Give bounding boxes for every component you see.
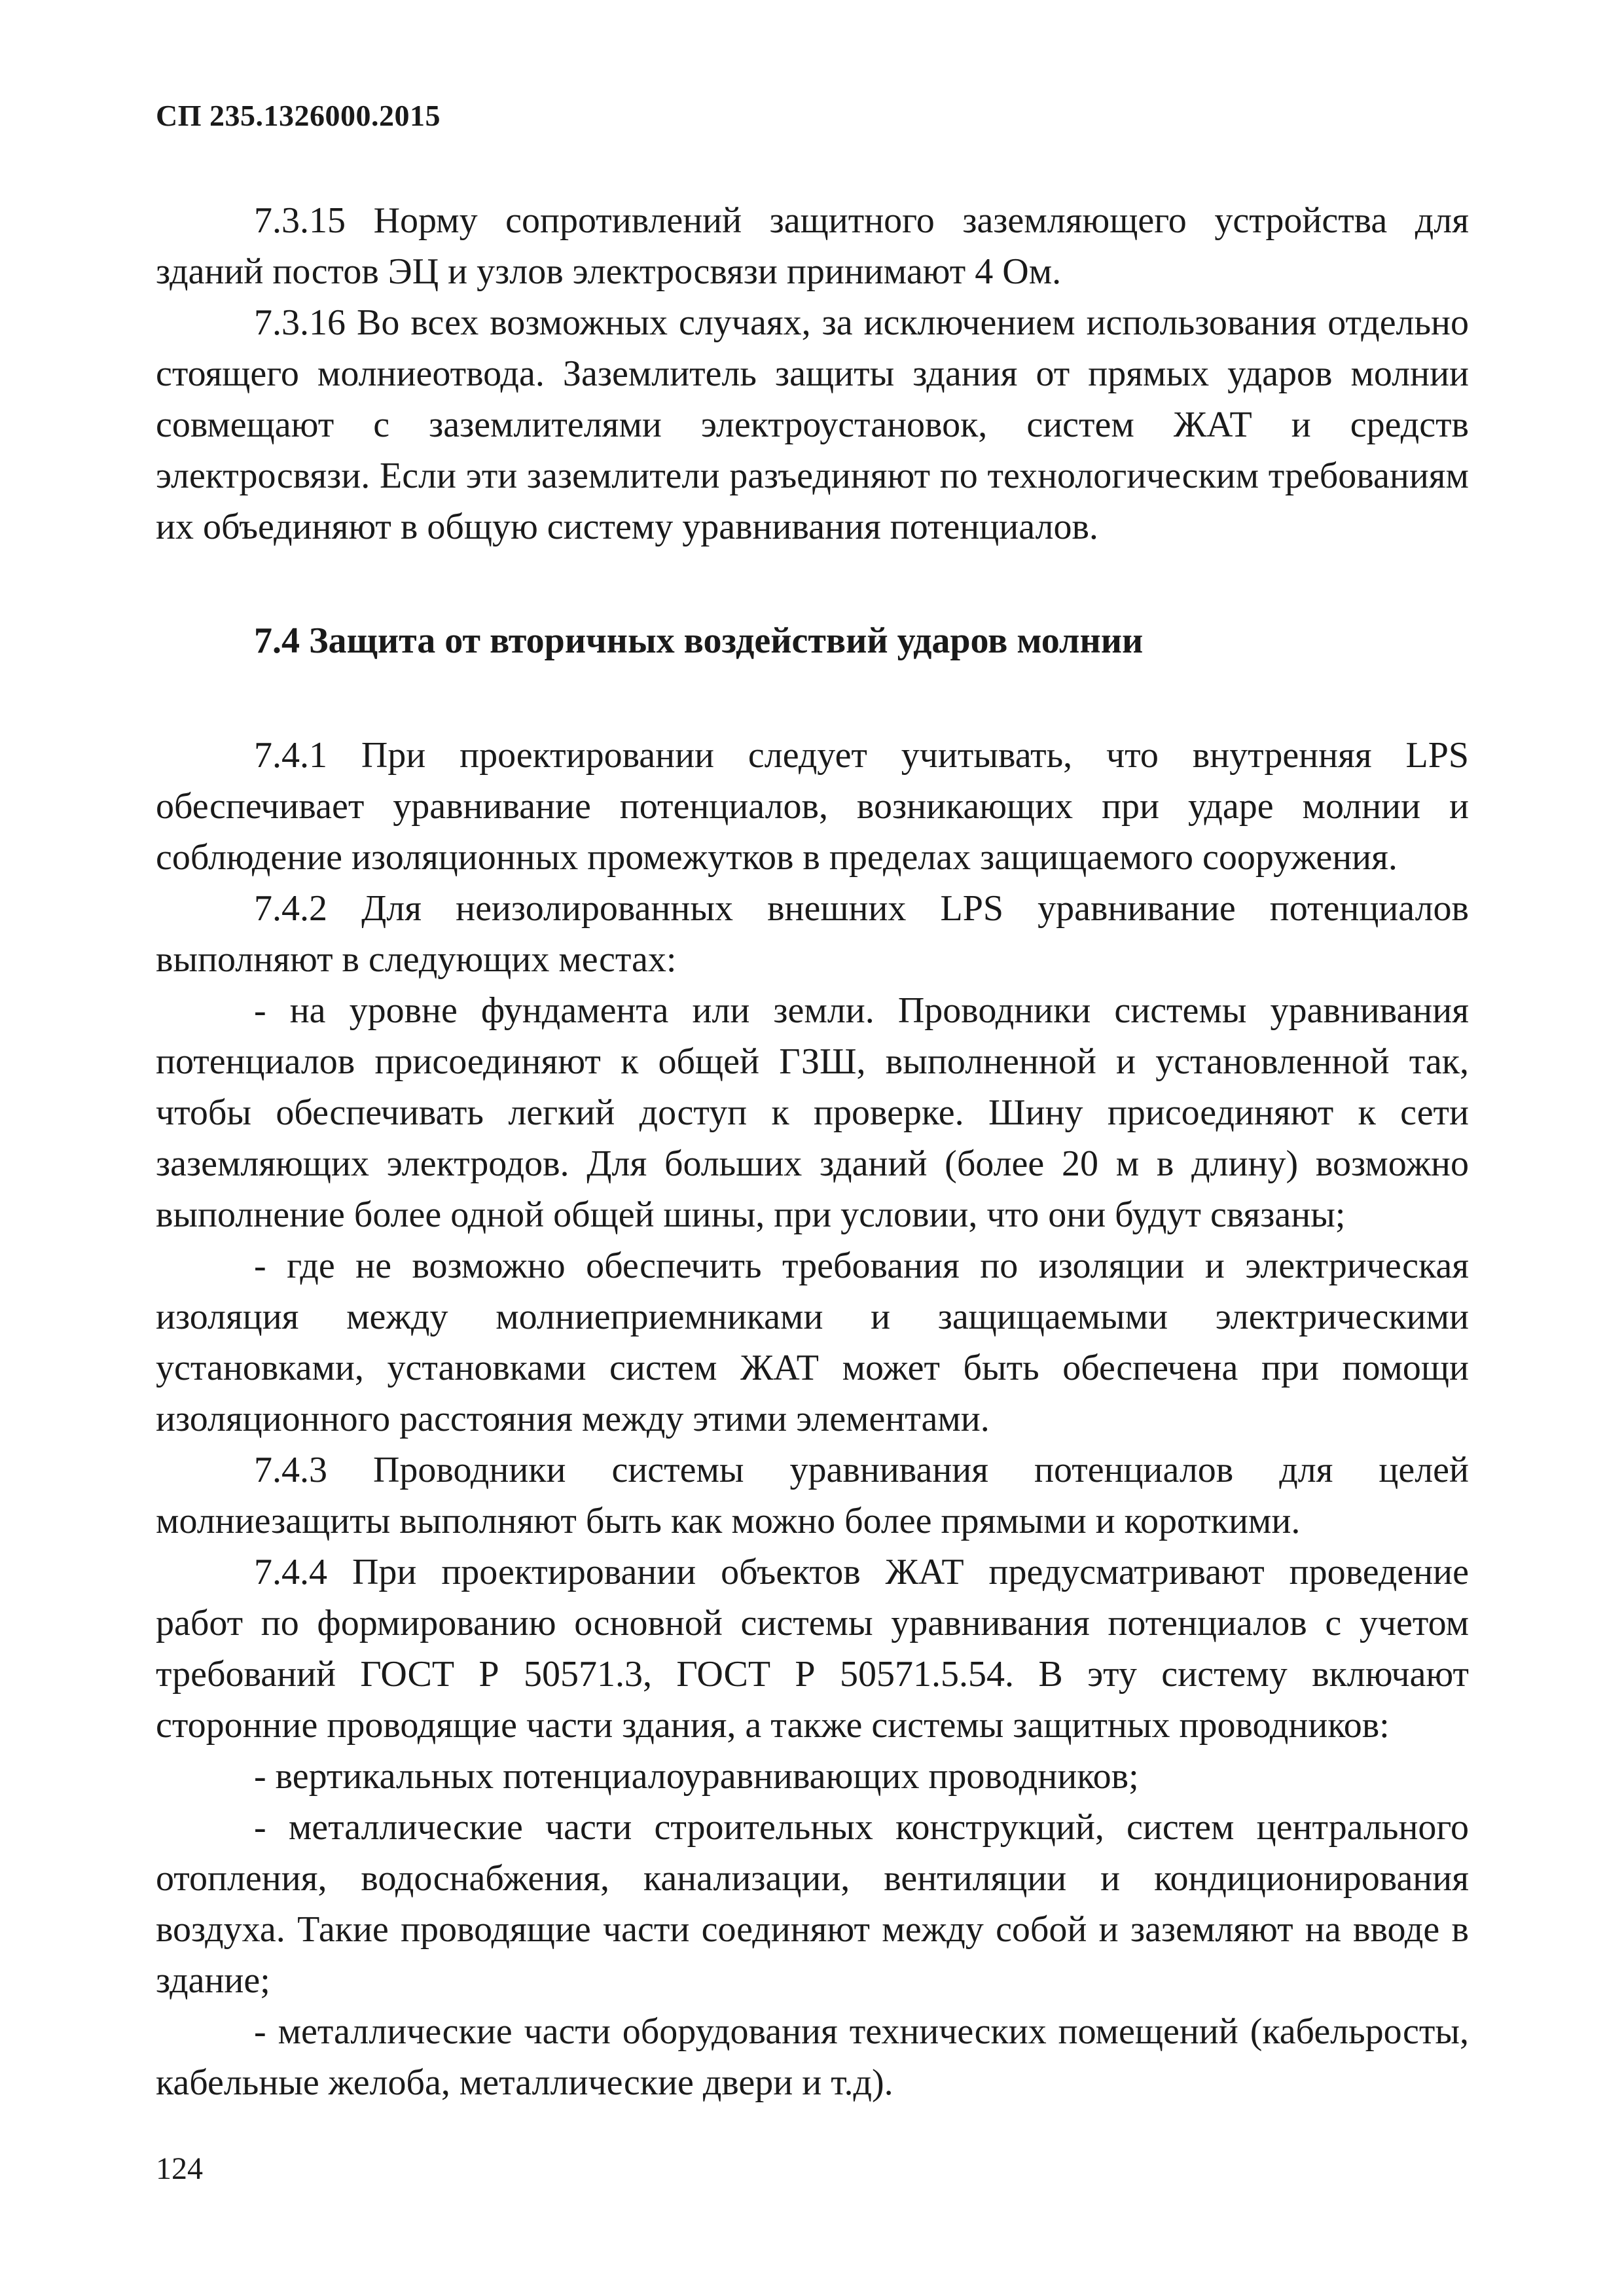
list-item-isolation-distance: - где не возможно обеспечить требования по изоляции и электрическая изоляция между молниеприемниками и защищаемыми электрическими установками, установками систем ЖАТ может быть обеспечена при помощи изоляционного расстояния между этими элементами.	[156, 1246, 1469, 1439]
list-item-foundation-level: - на уровне фундамента или земли. Проводники системы уравнивания потенциалов присоединяют к общей ГЗШ, выполненной и установленной так, чтобы обеспечивать легкий доступ к проверке. Шину присоединяют к сети заземляющих электродов. Для больших зданий (более 20 м в длину) возможно выполнение более одной общей шины, при условии, что они будут связаны;	[156, 990, 1469, 1235]
list-item-vertical-conductors: - вертикальных потенциалоуравнивающих проводников;	[254, 1756, 1139, 1797]
list-item-equipment-metal-parts: - металлические части оборудования технических помещений (кабельросты, кабельные желоба, металлические двери и т.д).	[156, 2011, 1469, 2103]
paragraph-7-4-4: 7.4.4 При проектировании объектов ЖАТ предусматривают проведение работ по формированию основной системы уравнивания потенциалов с учетом требований ГОСТ Р 50571.3, ГОСТ Р 50571.5.54. В эту систему включают сторонние проводящие части здания, а также системы защитных проводников:	[156, 1552, 1469, 1746]
paragraph-7-4-1: 7.4.1 При проектировании следует учитывать, что внутренняя LPS обеспечивает уравнивание потенциалов, возникающих при ударе молнии и соблюдение изоляционных промежутков в пределах защищаемого сооружения.	[156, 735, 1469, 878]
paragraph-7-4-2: 7.4.2 Для неизолированных внешних LPS уравнивание потенциалов выполняют в следующих местах:	[156, 888, 1469, 980]
paragraph-7-3-15: 7.3.15 Норму сопротивлений защитного заземляющего устройства для зданий постов ЭЦ и узлов электросвязи принимают 4 Ом.	[156, 200, 1469, 292]
paragraph-7-4-3: 7.4.3 Проводники системы уравнивания потенциалов для целей молниезащиты выполняют быть как можно более прямыми и короткими.	[156, 1450, 1469, 1541]
list-item-structural-metal-parts: - металлические части строительных конструкций, систем центрального отопления, водоснабжения, канализации, вентиляции и кондиционирования воздуха. Такие проводящие части соединяют между собой и заземляют на вводе в здание;	[156, 1807, 1469, 2001]
text-block-7-4	[156, 730, 1469, 2108]
page-number: 124	[156, 2151, 203, 2186]
text-block-7-3	[156, 195, 1469, 552]
paragraph-7-3-16: 7.3.16 Во всех возможных случаях, за исключением использования отдельно стоящего молниеотвода. Заземлитель защиты здания от прямых ударов молнии совмещают с заземлителями электроустановок, систем ЖАТ и средств электросвязи. Если эти заземлители разъединяют по технологическим требованиям их объединяют в общую систему уравнивания потенциалов.	[156, 302, 1469, 547]
document-code-header: СП 235.1326000.2015	[156, 99, 441, 132]
section-heading-7-4: 7.4 Защита от вторичных воздействий ударов молнии	[254, 620, 1144, 661]
